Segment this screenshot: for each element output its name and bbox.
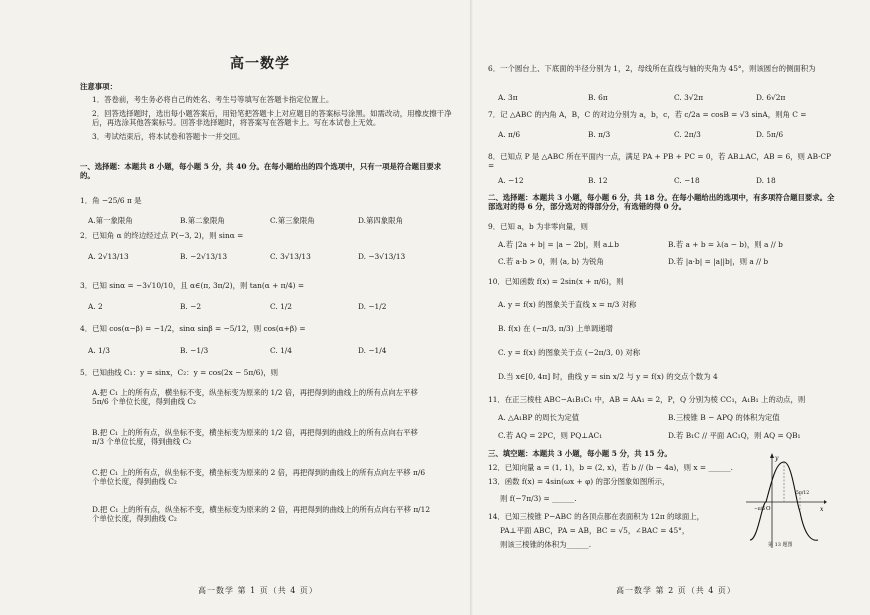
q4-option-b: B. −1/3 [180,346,209,355]
q9-option-b: B.若 a + b = λ(a − b)，则 a // b [668,240,783,249]
q11-option-b: B.三棱锥 B − APQ 的体积为定值 [668,413,780,422]
q10-option-a: A. y = f(x) 的图象关于直线 x = π/3 对称 [498,300,637,309]
question-11-stem: 11．在正三棱柱 ABC−A₁B₁C₁ 中，AB = AA₁ = 2，P，Q 分别为棱 CC₁，A₁B₁ 上的动点，则 [488,395,806,404]
origin-label: O [766,506,771,512]
q4-option-d: D. −1/4 [358,346,387,355]
x-axis-arrow [824,500,827,504]
q3-option-a: A. 2 [88,302,103,311]
question-12: 12．已知向量 a = (1, 1)，b = (2, x)，若 b // (b − 4a)，则 x = ______. [488,463,733,472]
q2-option-b: B. −2√13/13 [180,252,228,261]
q2-option-d: D. −3√13/13 [358,252,406,261]
q7-option-c: C. 2π/3 [674,130,701,139]
q1-option-a: A.第一象限角 [88,216,133,225]
notes [80,82,455,141]
question-8-stem: 8．已知点 P 是 △ABC 所在平面内一点，满足 PA + PB + PC = 0，若 AB⊥AC，AB = 6，则 AB·CP = [488,152,832,171]
q5-option-b: B.把 C₁ 上的所有点，纵坐标不变，横坐标变为原来的 1/2 倍，再把得到的曲线上的所有点向右平移 π/3 个单位长度，得到曲线 C₂ [92,428,418,447]
question-4-stem: 4．已知 cos(α−β) = −1/2，sinα sinβ = −5/12，则 cos(α+β) = [80,324,306,333]
figure-caption: 第 13 题图 [768,542,793,548]
note-3: 3．考试结束后，将本试卷和答题卡一并交回。 [92,131,245,141]
q4-option-c: C. 1/4 [270,346,292,355]
q8-option-d: D. 18 [756,176,776,185]
note-1: 1．答卷前，考生务必将自己的姓名、考生号等填写在答题卡指定位置上。 [92,95,334,105]
tick-neg-pi-6: −π/6 [754,507,766,512]
q8-option-b: B. 12 [588,176,608,185]
page-2-footer: 高一数学 第 2 页（共 4 页） [616,586,736,595]
q8-option-a: A. −12 [498,176,524,185]
question-1-stem: 1．角 −25/6 π 是 [80,196,142,205]
q11-option-d: D.若 B₁C // 平面 AC₁Q，则 AQ = QB₁ [668,431,801,440]
section-3-heading: 三、填空题：本题共 3 小题，每小题 5 分，共 15 分。 [488,449,672,458]
question-14-line-3: 则该三棱锥的体积为______. [500,540,592,549]
section-1-heading: 一、选择题：本题共 8 小题，每小题 5 分，共 40 分。在每小题给出的四个选项中，只有一项是符合题目要求的。 [80,162,442,181]
q10-option-c: C. y = f(x) 的图象关于点 (−2π/3, 0) 对称 [498,348,641,357]
question-1 [80,196,455,205]
q6-option-d: D. 6√2π [756,93,786,102]
question-5-stem: 5．已知曲线 C₁：y = sinx，C₂：y = cos(2x − 5π/6)，则 [80,368,279,377]
question-13: 13．函数 f(x) = 4sin(ωx + φ) 的部分图象如图所示， [488,477,670,486]
question-13-answer-line: 则 f(−7π/3) = ______. [500,494,577,503]
section-2-heading: 二、选择题：本题共 3 小题，每小题 6 分，共 18 分。在每小题给出的选项中，有多项符合题目要求。全部选对的得 6 分，部分选对的得部分分，有选错的得 0 分。 [488,193,835,212]
q2-option-a: A. 2√13/13 [88,252,129,261]
question-3-stem: 3．已知 sinα = −3√10/10，且 α∈(π, 3π/2)，则 tan(α + π/4) = [80,281,305,290]
question-10-stem: 10．已知函数 f(x) = 2sin(x + π/6)，则 [488,277,624,286]
q6-option-b: B. 6π [588,93,608,102]
q9-option-d: D.若 |a·b| = |a||b|，则 a // b [668,257,769,266]
note-2: 2．回答选择题时，选出每小题答案后，用铅笔把答题卡上对应题目的答案标号涂黑。如需改动，用橡皮擦干净后，再选涂其他答案标号。回答非选择题时，将答案写在答题卡上。写在本试卷上无效。 [92,108,452,128]
q5-option-d: D.把 C₁ 上的所有点，纵坐标不变，横坐标变为原来的 2 倍，再把得到的曲线上的所有点向右平移 π/12 个单位长度，得到曲线 C₂ [92,505,431,524]
q9-option-a: A.若 |2a + b| = |a − 2b|，则 a⊥b [498,240,619,249]
q10-option-b: B. f(x) 在 (−π/3, π/3) 上单调递增 [498,324,613,333]
y-label: y [775,455,779,462]
q11-option-c: C.若 AQ = 2PC，则 PQ⊥AC₁ [498,431,603,440]
q10-option-d: D.当 x∈[0, 4π] 时，曲线 y = sin x/2 与 y = f(x) 的交点个数为 4 [498,372,718,381]
q1-option-c: C.第三象限角 [270,216,315,225]
q6-option-c: C. 3√2π [674,93,704,102]
page-1 [80,0,455,615]
question-9-stem: 9．已知 a，b 为非零向量，则 [488,222,588,231]
page-fold [470,0,473,615]
question-7-stem: 7．记 △ABC 的内角 A，B，C 的对边分别为 a，b，c，若 c/2a = cosB = √3 sinA，则角 C = [488,110,807,119]
q4-option-a: A. 1/3 [88,346,110,355]
q7-option-b: B. π/3 [588,130,611,139]
q13-graph [742,452,827,552]
question-2-stem: 2．已知角 α 的终边经过点 P(−3, 2)，则 sinα = [80,231,244,240]
q1-option-d: D.第四象限角 [358,216,403,225]
q6-option-a: A. 3π [498,93,518,102]
q3-option-d: D. −1/2 [358,302,387,311]
q7-option-d: D. 5π/6 [756,130,784,139]
q5-option-c: C.把 C₁ 上的所有点，纵坐标不变，横坐标变为原来的 2 倍，再把得到的曲线上的所有点向左平移 π/6 个单位长度，得到曲线 C₂ [92,468,426,487]
q9-option-c: C.若 a·b > 0，则 ⟨a, b⟩ 为锐角 [498,257,604,266]
q3-option-b: B. −2 [180,302,202,311]
page-title: 高一数学 [230,56,290,72]
y-axis-arrow [770,453,774,458]
question-6-stem: 6．一个圆台上、下底面的半径分别为 1，2，母线所在直线与轴的夹角为 45°，则该圆台的侧面积为 [488,64,816,73]
notes-heading: 注意事项： [80,82,117,91]
q1-option-b: B.第二象限角 [180,216,225,225]
q3-option-c: C. 1/2 [270,302,292,311]
q2-option-c: C. 3√13/13 [270,252,311,261]
q5-option-a: A.把 C₁ 上的所有点，横坐标不变，纵坐标变为原来的 1/2 倍，再把得到的曲线上的所有点向左平移 5π/6 个单位长度，得到曲线 C₂ [92,388,418,407]
question-14-line-1: 14．已知三棱锥 P−ABC 的各顶点都在表面积为 12π 的球面上， [488,512,704,521]
q7-option-a: A. π/6 [498,130,521,139]
page-1-footer: 高一数学 第 1 页（共 4 页） [198,586,318,595]
q8-option-c: C. −18 [674,176,700,185]
question-14-line-2: PA⊥平面 ABC，PA = AB，BC = √5，∠BAC = 45°， [500,526,690,535]
tick-5pi-12: 5π/12 [796,491,810,496]
q11-option-a: A. △A₁BP 的周长为定值 [498,413,580,422]
x-label: x [820,506,824,513]
